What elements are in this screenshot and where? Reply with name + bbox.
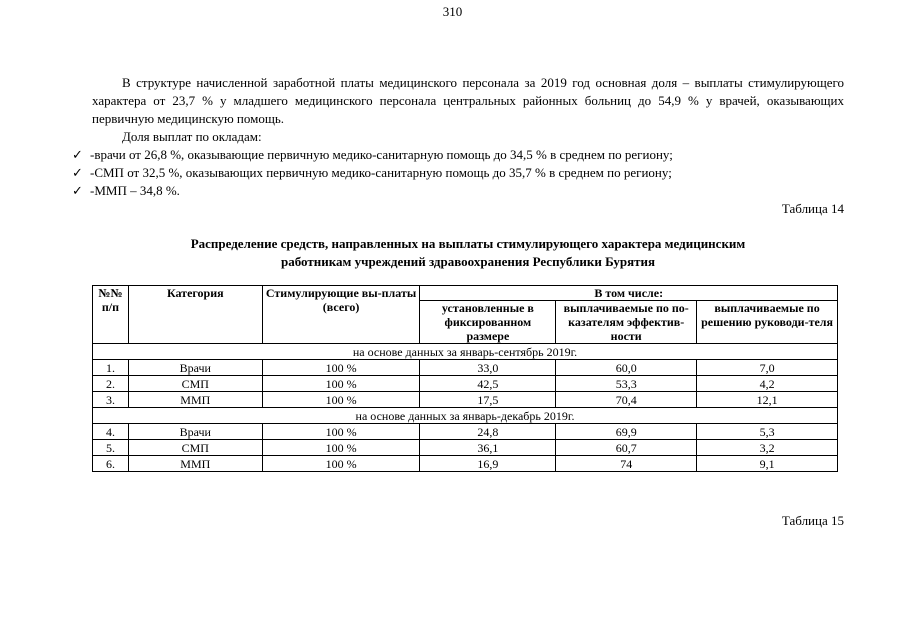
cell-fixed: 42,5 [420,376,556,392]
header-number: №№ п/п [93,286,129,344]
check-icon: ✓ [72,147,83,162]
intro-paragraph-text: В структуре начисленной заработной платы медицинского персонала за 2019 год основная доля – выплаты стимулирующего характера от 23,7 % у младшего медицинского персонала центральных районных больниц до 54,9 % у врачей, оказывающих первичную медицинскую помощь. [92,75,844,126]
list-item [72,146,673,164]
list-item-text: -СМП от 32,5 %, оказывающих первичную медико-санитарную помощь до 35,7 % в среднем по региону; [90,165,672,180]
cell-category: ММП [128,392,262,408]
cell-fixed: 24,8 [420,424,556,440]
cell-total: 100 % [262,392,420,408]
cell-efficiency: 60,0 [556,360,697,376]
table-row [93,440,838,456]
table-row [93,376,838,392]
list-item-text: -ММП – 34,8 %. [90,183,180,198]
intro-paragraph [92,74,844,128]
cell-category: Врачи [128,360,262,376]
table-row [93,360,838,376]
page-number: 310 [442,4,463,19]
cell-number: 5. [93,440,129,456]
table-title [92,235,844,271]
section-row-jan-dec: на основе данных за январь-декабрь 2019г. [93,408,838,424]
header-fixed: установленные в фиксированном размере [420,301,556,344]
cell-manager: 4,2 [697,376,838,392]
list-item-text: -врачи от 26,8 %, оказывающие первичную медико-санитарную помощь до 34,5 % в среднем по региону; [90,147,673,162]
cell-efficiency: 69,9 [556,424,697,440]
header-including: В том числе: [420,286,838,301]
cell-category: Врачи [128,424,262,440]
table-title-line: работникам учреждений здравоохранения Республики Бурятия [280,254,656,269]
cell-category: СМП [128,440,262,456]
cell-total: 100 % [262,456,420,472]
cell-fixed: 36,1 [420,440,556,456]
cell-number: 6. [93,456,129,472]
cell-efficiency: 74 [556,456,697,472]
header-category: Категория [128,286,262,344]
cell-number: 4. [93,424,129,440]
list-item [72,164,673,182]
cell-category: ММП [128,456,262,472]
cell-manager: 7,0 [697,360,838,376]
cell-manager: 9,1 [697,456,838,472]
cell-number: 2. [93,376,129,392]
table-row [93,424,838,440]
cell-fixed: 16,9 [420,456,556,472]
cell-manager: 5,3 [697,424,838,440]
stimulus-payments-table [92,285,838,472]
header-manager: выплачиваемые по решению руководи-теля [697,301,838,344]
salary-share-list [72,146,673,200]
check-icon: ✓ [72,165,83,180]
table-row [93,456,838,472]
check-icon: ✓ [72,183,83,198]
cell-number: 1. [93,360,129,376]
table-14-label: Таблица 14 [781,201,844,216]
cell-efficiency: 60,7 [556,440,697,456]
cell-fixed: 17,5 [420,392,556,408]
cell-total: 100 % [262,424,420,440]
cell-fixed: 33,0 [420,360,556,376]
table-15-label: Таблица 15 [781,513,844,528]
cell-efficiency: 53,3 [556,376,697,392]
table-row [93,392,838,408]
header-total: Стимулирующие вы-платы (всего) [262,286,420,344]
cell-manager: 12,1 [697,392,838,408]
cell-category: СМП [128,376,262,392]
cell-total: 100 % [262,360,420,376]
cell-number: 3. [93,392,129,408]
cell-total: 100 % [262,440,420,456]
list-item [72,182,673,200]
cell-efficiency: 70,4 [556,392,697,408]
cell-manager: 3,2 [697,440,838,456]
table-title-line: Распределение средств, направленных на выплаты стимулирующего характера медицинским [190,236,746,251]
section-row-jan-sep: на основе данных за январь-сентябрь 2019г. [93,344,838,360]
salary-share-heading: Доля выплат по окладам: [122,129,262,144]
cell-total: 100 % [262,376,420,392]
header-efficiency: выплачиваемые по по-казателям эффектив-ности [556,301,697,344]
